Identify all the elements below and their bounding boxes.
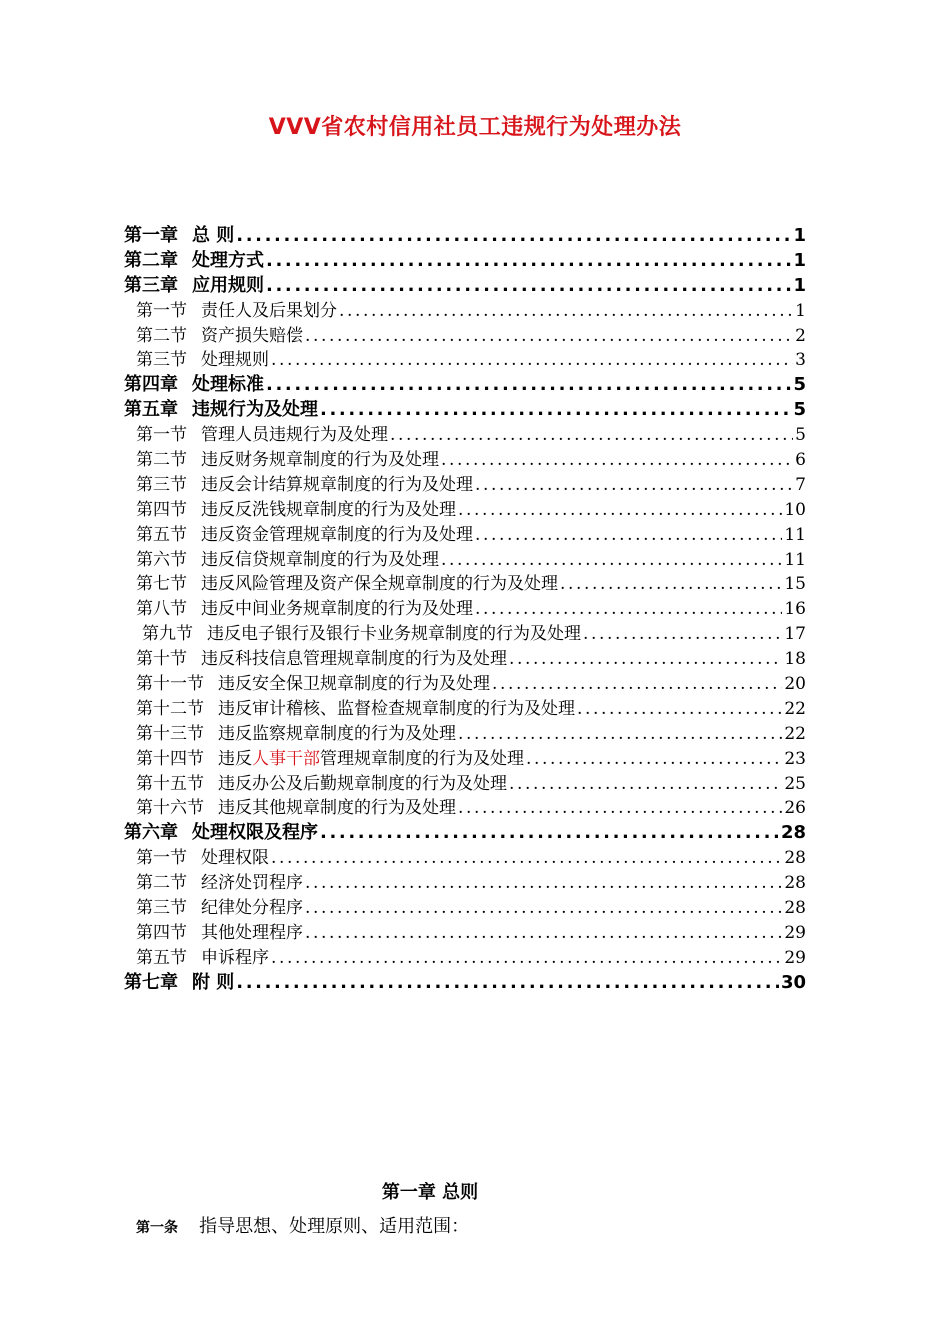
toc-entry-title: 违反审计稽核、监督检查规章制度的行为及处理: [218, 698, 575, 719]
toc-page-number: 26: [784, 798, 806, 819]
toc-entry-text: [136, 324, 303, 349]
toc-entry-title: 违反财务规章制度的行为及处理: [201, 450, 439, 471]
toc-page-number: 22: [784, 723, 806, 744]
toc-section-entry[interactable]: [124, 747, 806, 772]
toc-section-entry[interactable]: [124, 473, 806, 498]
toc-section-entry[interactable]: [124, 348, 806, 373]
toc-entry-title: 违反办公及后勤规章制度的行为及处理: [218, 773, 507, 794]
toc-page-number: 1: [793, 274, 806, 296]
toc-dot-leader: [390, 423, 793, 448]
toc-entry-text: [136, 348, 269, 373]
toc-entry-text: [124, 249, 264, 274]
toc-dot-leader: [305, 871, 782, 896]
toc-entry-title: 管理规章制度的行为及处理: [320, 748, 524, 769]
article-text: 指导思想、处理原则、适用范围：: [199, 1216, 470, 1237]
toc-dot-leader: [492, 672, 782, 697]
toc-entry-title: 纪律处分程序: [201, 898, 303, 919]
toc-section-entry[interactable]: [124, 498, 806, 523]
toc-page-number: 29: [784, 922, 806, 943]
toc-section-entry[interactable]: [124, 722, 806, 747]
toc-entry-text: [136, 722, 456, 747]
toc-page-number: 11: [784, 549, 806, 570]
toc-entry-title: 违反监察规章制度的行为及处理: [218, 723, 456, 744]
toc-page-number: 15: [784, 574, 806, 595]
toc-entry-number: 第二章: [124, 249, 178, 271]
toc-page-number: 7: [795, 474, 806, 495]
toc-section-entry[interactable]: [124, 448, 806, 473]
toc-entry-number: 第七章: [124, 971, 178, 993]
table-of-contents: [124, 224, 806, 996]
toc-page-number: 3: [795, 350, 806, 371]
toc-page-number: 25: [784, 773, 806, 794]
toc-entry-number: 第四节: [136, 499, 187, 520]
toc-chapter-entry[interactable]: [124, 821, 806, 846]
toc-entry-title: 违规行为及处理: [192, 399, 318, 421]
toc-section-entry[interactable]: [124, 871, 806, 896]
toc-chapter-entry[interactable]: [124, 249, 806, 274]
toc-dot-leader: [271, 846, 782, 871]
toc-entry-text: [136, 473, 473, 498]
toc-dot-leader: [441, 448, 793, 473]
toc-dot-leader: [236, 224, 791, 249]
toc-entry-title: 责任人及后果划分: [201, 300, 337, 321]
toc-dot-leader: [458, 498, 782, 523]
toc-entry-number: 第二节: [136, 450, 187, 471]
toc-entry-title: 违反电子银行及银行卡业务规章制度的行为及处理: [207, 624, 581, 645]
toc-entry-number: 第三节: [136, 474, 187, 495]
toc-entry-text: [124, 224, 234, 249]
toc-entry-text: [136, 448, 439, 473]
toc-chapter-entry[interactable]: [124, 224, 806, 249]
toc-section-entry[interactable]: [124, 772, 806, 797]
toc-entry-text: [136, 896, 303, 921]
toc-entry-text: [136, 423, 388, 448]
toc-section-entry[interactable]: [124, 896, 806, 921]
toc-entry-text: [136, 921, 303, 946]
toc-dot-leader: [475, 597, 782, 622]
toc-section-entry[interactable]: [124, 299, 806, 324]
toc-entry-number: 第十节: [136, 649, 187, 670]
toc-entry-number: 第二节: [136, 325, 187, 346]
toc-dot-leader: [236, 971, 779, 996]
toc-dot-leader: [577, 697, 782, 722]
toc-entry-number: 第十三节: [136, 723, 204, 744]
toc-entry-number: 第十一节: [136, 674, 204, 695]
toc-entry-title: 总 则: [192, 225, 235, 246]
toc-section-entry[interactable]: [124, 647, 806, 672]
toc-entry-title: 应用规则: [192, 274, 264, 296]
toc-dot-leader: [320, 398, 791, 423]
toc-dot-leader: [271, 946, 782, 971]
toc-page-number: 28: [784, 848, 806, 869]
toc-section-entry[interactable]: [124, 921, 806, 946]
toc-section-entry[interactable]: [124, 523, 806, 548]
toc-entry-text: [136, 672, 490, 697]
article-label: 第一条: [136, 1220, 178, 1236]
toc-page-number: 23: [784, 748, 806, 769]
toc-dot-leader: [526, 747, 782, 772]
toc-entry-text: [136, 597, 473, 622]
article-paragraph: [136, 1212, 469, 1238]
toc-dot-leader: [266, 249, 791, 274]
toc-entry-number: 第九节: [142, 624, 193, 645]
toc-chapter-entry[interactable]: [124, 274, 806, 299]
toc-entry-text: [124, 398, 318, 423]
toc-entry-number: 第一节: [136, 848, 187, 869]
toc-entry-text: [124, 373, 264, 398]
toc-page-number: 28: [784, 873, 806, 894]
toc-page-number: 22: [784, 698, 806, 719]
toc-entry-number: 第四节: [136, 922, 187, 943]
toc-dot-leader: [266, 274, 791, 299]
toc-entry-title: 其他处理程序: [201, 922, 303, 943]
toc-entry-title: 处理方式: [192, 249, 264, 271]
toc-entry-title: 违反其他规章制度的行为及处理: [218, 798, 456, 819]
toc-entry-number: 第六章: [124, 822, 178, 844]
toc-entry-text: [124, 821, 318, 846]
toc-entry-number: 第三节: [136, 898, 187, 919]
toc-section-entry[interactable]: [124, 572, 806, 597]
toc-page-number: 1: [793, 249, 806, 271]
toc-entry-title: 违反会计结算规章制度的行为及处理: [201, 474, 473, 495]
toc-page-number: 30: [780, 971, 806, 993]
toc-page-number: 28: [780, 822, 806, 844]
toc-entry-number: 第二节: [136, 873, 187, 894]
toc-entry-title: 违反中间业务规章制度的行为及处理: [201, 599, 473, 620]
toc-chapter-entry[interactable]: [124, 398, 806, 423]
toc-entry-text: [136, 871, 303, 896]
toc-section-entry[interactable]: [124, 846, 806, 871]
toc-entry-title: 申诉程序: [201, 947, 269, 968]
toc-page-number: 17: [784, 624, 806, 645]
toc-dot-leader: [458, 796, 782, 821]
toc-entry-title: 经济处罚程序: [201, 873, 303, 894]
document-title: VVV省农村信用社员工违规行为处理办法: [268, 115, 682, 140]
toc-entry-text: [136, 946, 269, 971]
toc-entry-title: 违反风险管理及资产保全规章制度的行为及处理: [201, 574, 558, 595]
toc-section-entry[interactable]: [124, 423, 806, 448]
toc-page-number: 1: [795, 300, 806, 321]
toc-entry-number: 第五章: [124, 399, 178, 421]
toc-entry-text: [142, 622, 581, 647]
toc-entry-text: [136, 572, 558, 597]
toc-dot-leader: [339, 299, 793, 324]
toc-entry-title: 管理人员违规行为及处理: [201, 425, 388, 446]
toc-dot-leader: [271, 348, 793, 373]
toc-page-number: 5: [793, 399, 806, 421]
toc-entry-text: [124, 274, 264, 299]
toc-entry-title: 违反资金管理规章制度的行为及处理: [201, 524, 473, 545]
toc-entry-number: 第十二节: [136, 698, 204, 719]
toc-page-number: 20: [784, 674, 806, 695]
toc-section-entry[interactable]: [124, 622, 806, 647]
chapter-heading: 第一章 总则: [381, 1182, 479, 1203]
toc-entry-number: 第三章: [124, 274, 178, 296]
toc-dot-leader: [305, 324, 793, 349]
toc-entry-number: 第一节: [136, 425, 187, 446]
toc-entry-number: 第三节: [136, 350, 187, 371]
toc-page-number: 11: [784, 524, 806, 545]
toc-entry-text: [136, 523, 473, 548]
toc-entry-number: 第四章: [124, 374, 178, 396]
toc-entry-number: 第十六节: [136, 798, 204, 819]
toc-entry-text: [136, 697, 575, 722]
toc-entry-text: [136, 548, 439, 573]
toc-entry-number: 第六节: [136, 549, 187, 570]
toc-entry-number: 第五节: [136, 524, 187, 545]
toc-page-number: 5: [793, 374, 806, 396]
toc-dot-leader: [266, 373, 791, 398]
toc-entry-title: 违反安全保卫规章制度的行为及处理: [218, 674, 490, 695]
toc-entry-title: 违反反洗钱规章制度的行为及处理: [201, 499, 456, 520]
toc-entry-text: [124, 971, 234, 996]
toc-dot-leader: [441, 548, 782, 573]
toc-entry-number: 第五节: [136, 947, 187, 968]
toc-page-number: 16: [784, 599, 806, 620]
toc-entry-title-highlight: 人事干部: [252, 748, 320, 769]
toc-entry-title: 违反科技信息管理规章制度的行为及处理: [201, 649, 507, 670]
toc-entry-number: 第八节: [136, 599, 187, 620]
toc-section-entry[interactable]: [124, 697, 806, 722]
toc-entry-title: 违反: [218, 748, 252, 769]
toc-entry-title: 资产损失赔偿: [201, 325, 303, 346]
toc-entry-text: [136, 846, 269, 871]
toc-section-entry[interactable]: [124, 672, 806, 697]
toc-dot-leader: [458, 722, 782, 747]
toc-page-number: 29: [784, 947, 806, 968]
toc-page-number: 18: [784, 649, 806, 670]
toc-page-number: 1: [793, 225, 806, 246]
toc-entry-text: [136, 747, 524, 772]
toc-section-entry[interactable]: [124, 796, 806, 821]
toc-dot-leader: [305, 921, 782, 946]
toc-entry-text: [136, 299, 337, 324]
toc-entry-number: 第一节: [136, 300, 187, 321]
toc-entry-text: [136, 772, 507, 797]
toc-page-number: 28: [784, 898, 806, 919]
toc-page-number: 2: [795, 325, 806, 346]
toc-entry-title: 违反信贷规章制度的行为及处理: [201, 549, 439, 570]
toc-entry-number: 第十四节: [136, 748, 204, 769]
toc-section-entry[interactable]: [124, 324, 806, 349]
toc-section-entry[interactable]: [124, 597, 806, 622]
toc-page-number: 10: [784, 499, 806, 520]
toc-entry-title: 处理权限: [201, 848, 269, 869]
toc-entry-number: 第一章: [124, 225, 178, 246]
toc-entry-number: 第十五节: [136, 773, 204, 794]
toc-page-number: 6: [795, 450, 806, 471]
toc-dot-leader: [475, 473, 793, 498]
toc-chapter-entry[interactable]: [124, 971, 806, 996]
toc-dot-leader: [305, 896, 782, 921]
toc-entry-title: 处理规则: [201, 350, 269, 371]
toc-chapter-entry[interactable]: [124, 373, 806, 398]
toc-dot-leader: [560, 572, 782, 597]
toc-section-entry[interactable]: [124, 548, 806, 573]
toc-entry-number: 第七节: [136, 574, 187, 595]
toc-entry-text: [136, 498, 456, 523]
toc-dot-leader: [509, 772, 782, 797]
toc-dot-leader: [320, 821, 779, 846]
toc-dot-leader: [583, 622, 782, 647]
toc-entry-title: 处理权限及程序: [192, 822, 318, 844]
toc-dot-leader: [475, 523, 782, 548]
toc-entry-title: 处理标准: [192, 374, 264, 396]
toc-page-number: 5: [795, 425, 806, 446]
toc-dot-leader: [509, 647, 782, 672]
toc-section-entry[interactable]: [124, 946, 806, 971]
toc-entry-title: 附 则: [192, 971, 235, 993]
toc-entry-text: [136, 647, 507, 672]
toc-entry-text: [136, 796, 456, 821]
